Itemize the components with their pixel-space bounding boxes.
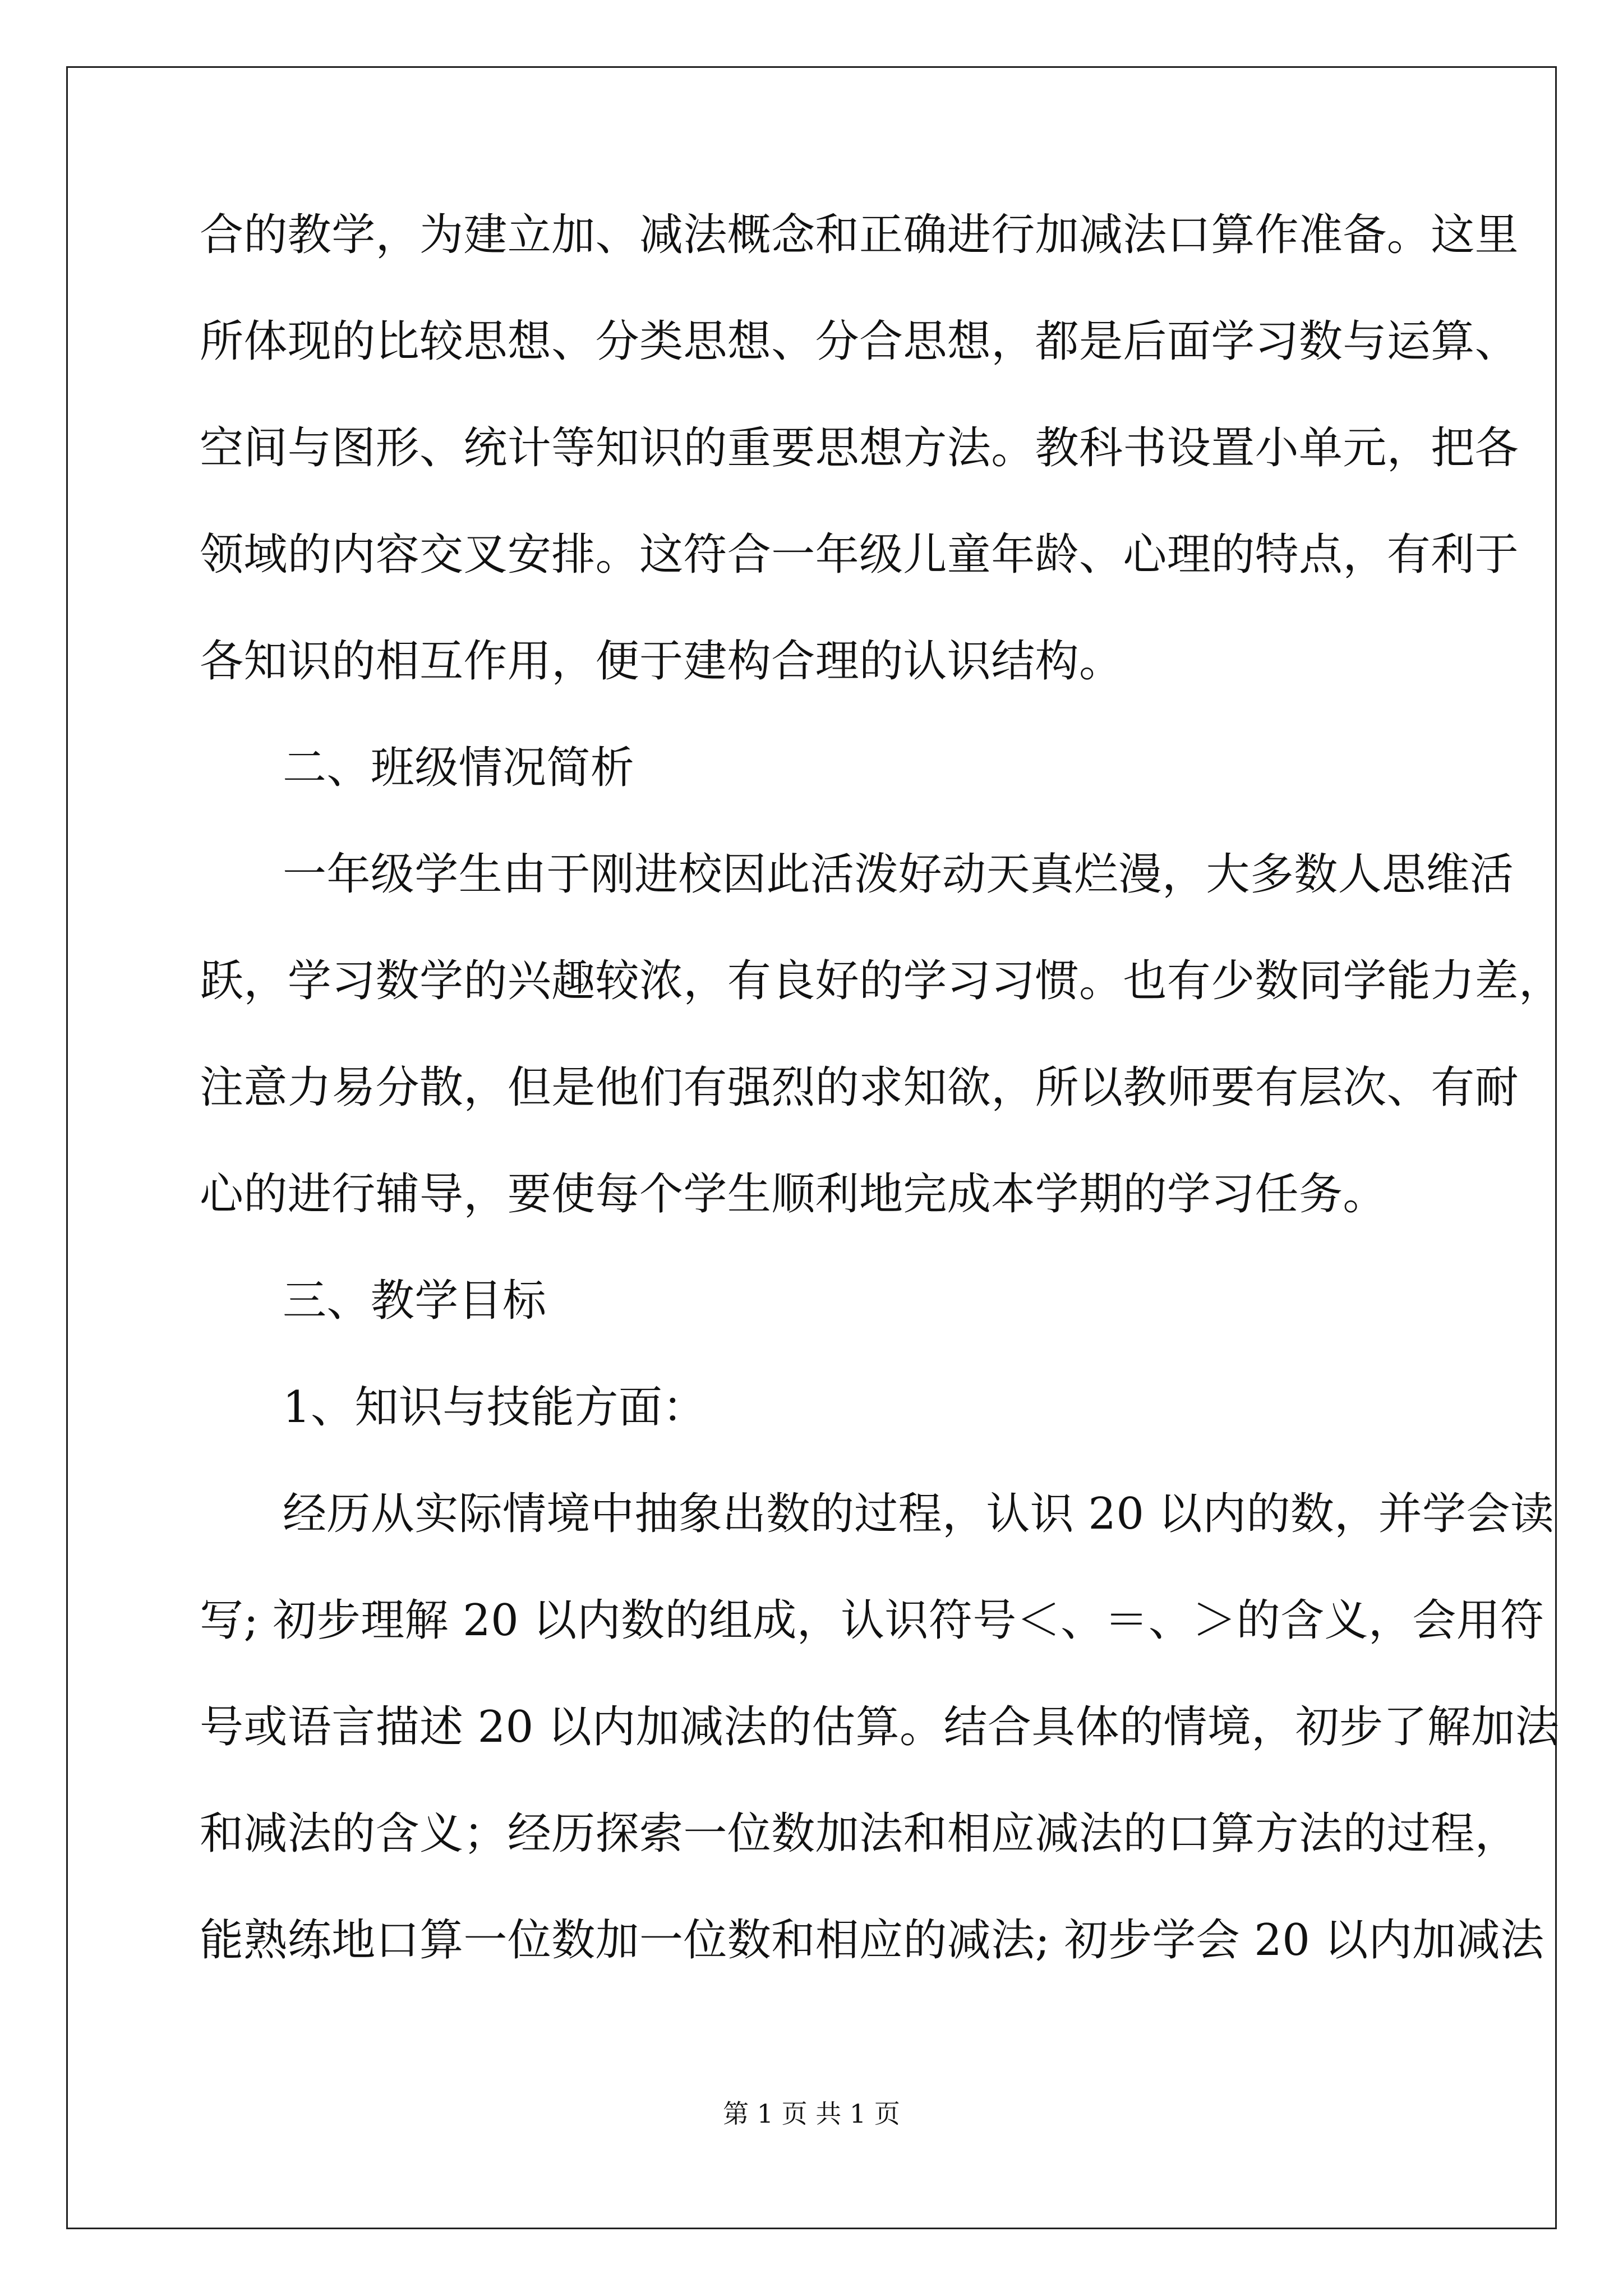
text-line: 经历从实际情境中抽象出数的过程，认识 20 以内的数，并学会读 xyxy=(283,1489,1555,1539)
text-line: 各知识的相互作用，便于建构合理的认识结构。 xyxy=(200,636,1123,687)
text-line: 心的进行辅导，要使每个学生顺利地完成本学期的学习任务。 xyxy=(200,1169,1387,1220)
section-heading: 三、教学目标 xyxy=(283,1276,547,1326)
text-line: 跃，学习数学的兴趣较浓，有良好的学习习惯。也有少数同学能力差， xyxy=(200,956,1563,1006)
text-line: 和减法的含义；经历探索一位数加法和相应减法的口算方法的过程， xyxy=(200,1809,1519,1859)
text-line: 能熟练地口算一位数加一位数和相应的减法; 初步学会 20 以内加减法 xyxy=(200,1915,1544,1966)
text-line: 注意力易分散，但是他们有强烈的求知欲，所以教师要有层次、有耐 xyxy=(200,1062,1519,1113)
text-line: 合的教学，为建立加、减法概念和正确进行加减法口算作准备。这里 xyxy=(200,210,1519,260)
text-line: 一年级学生由于刚进校因此活泼好动天真烂漫，大多数人思维活 xyxy=(283,849,1514,900)
section-heading: 二、班级情况简析 xyxy=(283,743,635,793)
text-line: 号或语言描述 20 以内加减法的估算。结合具体的情境，初步了解加法 xyxy=(200,1702,1560,1752)
text-line: 空间与图形、统计等知识的重要思想方法。教科书设置小单元，把各 xyxy=(200,423,1519,473)
page-border xyxy=(66,66,1560,2229)
page-number-footer: 第 1 页 共 1 页 xyxy=(723,2099,900,2129)
text-line: 领域的内容交叉安排。这符合一年级儿童年龄、心理的特点，有利于 xyxy=(200,530,1519,580)
subsection-heading: 1、知识与技能方面： xyxy=(283,1382,707,1433)
text-line: 所体现的比较思想、分类思想、分合思想，都是后面学习数与运算、 xyxy=(200,316,1519,367)
text-line: 写; 初步理解 20 以内数的组成，认识符号＜、＝、＞的含义，会用符 xyxy=(200,1595,1544,1646)
